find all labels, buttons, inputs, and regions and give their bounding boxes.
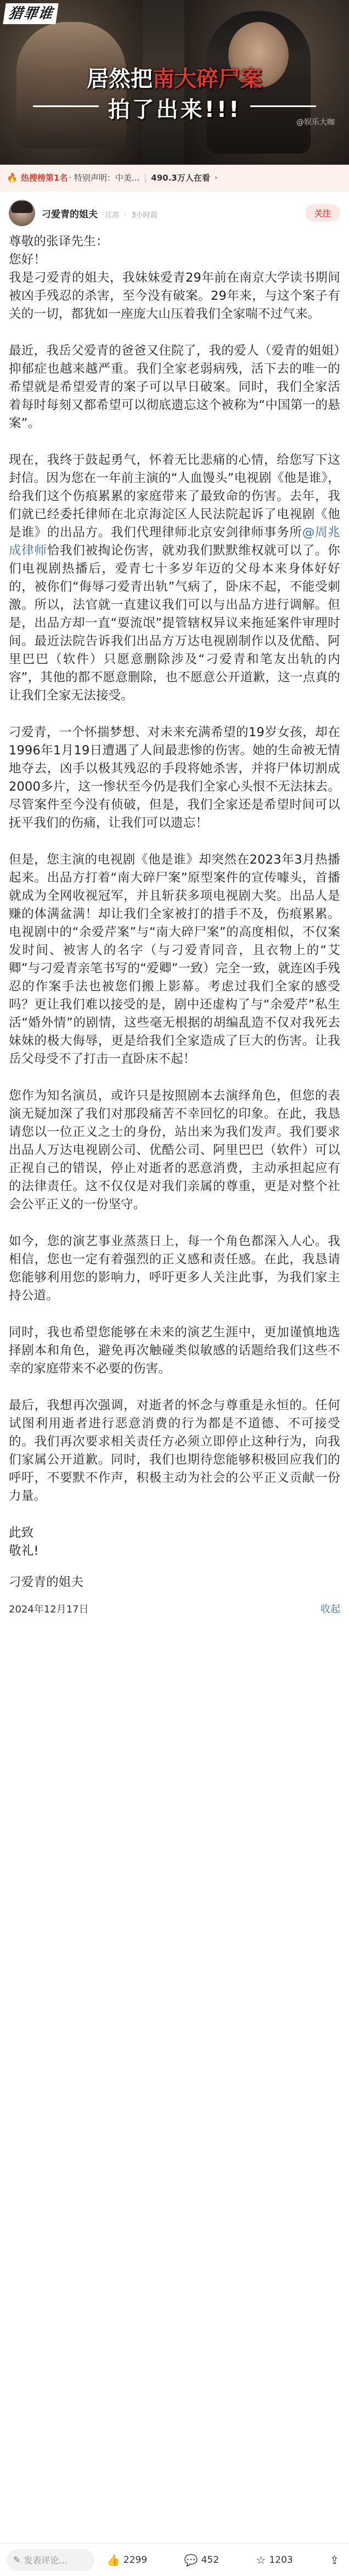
hot-search-bar[interactable]: [0, 165, 349, 191]
letter-paragraph-3-part-a: 现在，我终于鼓起勇气，怀着无比悲痛的心情，给您写下这封信。因为您在一年前主演的“人血馒头”电视剧《他是谁》，给我们这个伤痕累累的家庭带来了最致命的伤害。去年，我们就已经委托律师在北京海淀区人民法院起诉了电视剧《他是谁》的出品方。我们代理律师北京安剑律师事务所: [9, 453, 340, 540]
hot-search-rank: 热搜榜第1名: [20, 173, 68, 183]
bottom-action-bar: [0, 2543, 349, 2576]
comment-icon: 💬: [184, 2553, 198, 2567]
thumbs-up-icon: 👍: [106, 2553, 120, 2567]
avatar-hair: [11, 201, 33, 213]
letter-paragraph-5: 但是，您主演的电视剧《他是谁》却突然在2023年3月热播起来。出品方打着“南大碎尸案”原型案件的宣传噱头，首播就成为全网收视冠军，并且斩获多项电视剧大奖。出品人是赚的体满盆满！却让我们全家被打的措手不及，伤痕累累。电视剧中的“余爱芹案”与“南大碎尸案”的高度相似，不仅案发时间、被害人的名字（与刁爱青同音，且衣物上的“艾卿”与刁爱青亲笔书写的“爱卿”一致）完全一致，就连凶手残忍的作案手法也被您们搬上影幕。考虑过我们全家的感受吗？更让我们难以接受的是，剧中还虚构了与“余爱芹”私生活“婚外情”的剧情，这些毫无根据的胡编乱造不仅对我死去妹妹的极大侮辱，更是给我们全家造成了巨大的伤害。让我岳父母受不了打击一直卧床不起！: [9, 853, 340, 1066]
share-icon: ⇪: [330, 2553, 339, 2567]
author-location: 江苏: [105, 211, 120, 220]
favorite-button[interactable]: [256, 2553, 293, 2567]
like-button[interactable]: [106, 2553, 147, 2567]
author-row: [0, 191, 349, 233]
video-caption-line2: 拍了出来!!!: [108, 97, 241, 122]
hot-search-heat: 490.3万人在看: [151, 173, 210, 183]
letter-paragraph-9: 最后，我想再次强调，对逝者的怀念与尊重是永恒的。任何试图利用逝者进行恶意消费的行为都是不道德、不可接受的。我们再次要求相关责任方必须立即停止这种行为，向我们家属公开道歉。同时，我们也期待您能够积极回应我们的呼吁，不要默不作声，积极主动为社会的公平正义贡献一份力量。: [9, 1398, 340, 1503]
letter-paragraph-1: 我是刁爱青的姐夫，我妹妹爱青29年前在南京大学读书期间被凶手残忍的杀害，至今没有破案。29年来，与这个案子有关的一切，都犹如一座庞大山压着我们全家喘不过气来。: [9, 271, 340, 321]
letter-paragraph-3: [9, 451, 340, 705]
chevron-right-icon: ›: [214, 173, 218, 182]
letter-closing-1: 此致: [9, 1526, 34, 1540]
video-caption-line1: [0, 61, 349, 93]
hot-search-topic: · 特别声明：中美...: [69, 173, 140, 183]
letter-paragraph-6: 您作为知名演员，或许只是按照剧本去演绎角色，但您的表演无疑加深了我们对那段痛苦不幸回忆的印象。在此，我恳请您以一位正义之士的身份，站出来为我们发声。我们要求出品人万达电视剧公司、优酷公司、阿里巴巴（软件）可以正视自己的错误，停止对逝者的恶意消费，主动承担起应有的法律责任。这不仅仅是对我们亲属的尊重，更是对整个社会公平正义的一份坚守。: [9, 1089, 340, 1212]
lawyer-mention-link[interactable]: @周兆成律师: [9, 525, 340, 558]
post-date: 2024年12月17日: [9, 1604, 89, 1615]
dot-separator: ·: [124, 211, 127, 220]
letter-paragraph-7: 如今，您的演艺事业蒸蒸日上，每一个角色都深入人心。我相信，您也一定有着强烈的正义感和责任感。在此，我恳请您能够利用您的影响力，呼吁更多人关注此事，为我们家主持公道。: [9, 1234, 340, 1303]
show-logo: 猎罪谁: [3, 3, 58, 24]
comment-input[interactable]: [7, 2549, 94, 2571]
author-meta: [42, 206, 305, 220]
favorite-count: 1203: [269, 2554, 293, 2566]
action-group: [106, 2553, 342, 2567]
letter-closing-2: 敬礼!: [9, 1544, 39, 1558]
caption-highlight: 南大碎尸案: [153, 66, 262, 92]
post-body: [0, 233, 349, 1592]
letter-signature: 刁爱青的姐夫: [9, 1575, 84, 1589]
video-watermark: @娱乐大咖: [296, 118, 335, 127]
like-count: 2299: [123, 2554, 148, 2566]
divider: |: [144, 172, 147, 183]
video-player[interactable]: [0, 0, 349, 165]
letter-greeting: 尊敬的张译先生：: [9, 234, 109, 249]
avatar[interactable]: [9, 200, 35, 226]
follow-button[interactable]: 关注: [305, 204, 340, 222]
star-icon: ☆: [256, 2553, 266, 2567]
post-footer: [0, 1592, 349, 1622]
comment-button[interactable]: [184, 2553, 219, 2567]
pen-icon: ✎: [13, 2555, 21, 2565]
letter-hello: 您好！: [9, 253, 47, 267]
letter-paragraph-2: 最近，我岳父爱青的爸爸又住院了，我的爱人（爱青的姐姐）抑郁症也越来越严重。我们全家老弱病残，活下去的唯一的希望就是希望爱青的案子可以早日破案。同时，我们全家活着每时每刻又都希望可以彻底遗忘这个被称为“中国第一的悬案”。: [9, 344, 340, 430]
collapse-link[interactable]: 收起: [320, 1604, 340, 1615]
post-time: 3小时前: [131, 211, 157, 220]
author-name[interactable]: 刁爱青的姐夫: [42, 209, 98, 220]
caption-prefix: 居然把: [87, 66, 153, 92]
comment-count: 452: [201, 2554, 219, 2566]
share-button[interactable]: [330, 2553, 342, 2567]
letter-paragraph-8: 同时，我也希望您能够在未来的演艺生涯中，更加谨慎地选择剧本和角色，避免再次触碰类似敏感的话题给我们这些不幸的家庭带来不必要的伤害。: [9, 1325, 340, 1376]
letter-paragraph-3-part-b: 恰我们被掏论伤害，就劝我们默默维权就可以了。你们电视剧热播后，爱青七十多岁年迈的父母本来身体好好的，被你们“侮辱刁爱青出轨”气病了，卧床不起，不能受刺激。所以，法官就一直建议我们可以与出品方进行调解。但是，出品方却一直“耍流氓”提管辖权异议来拖延案件审理时间。最近法院告诉我们出品方万达电视剧制作以及优酷、阿里巴巴（软件）只愿意删除涉及“刁爱青和笔友出轨的内容”，其他的都不愿意删除，也不愿意公开道歉，这一点真的让我们全家无法接受。: [9, 544, 340, 703]
letter-paragraph-4: 刁爱青，一个怀揣梦想、对未来充满希望的19岁女孩，却在1996年1月19日遭遇了人间最悲惨的伤害。她的生命被无情地夺去，凶手以极其残忍的手段将她杀害，并将尸体切割成2000多片，这一惨状至今仍是我们全家心头恨不无法抹去。尽管案件至今没有侦破，但是，我们全家还是希望时间可以抚平我们的伤痛，让我们可以遗忘！: [9, 725, 340, 830]
fire-icon: 🔥: [7, 172, 18, 183]
comment-placeholder: 发表评论...: [24, 2555, 67, 2566]
